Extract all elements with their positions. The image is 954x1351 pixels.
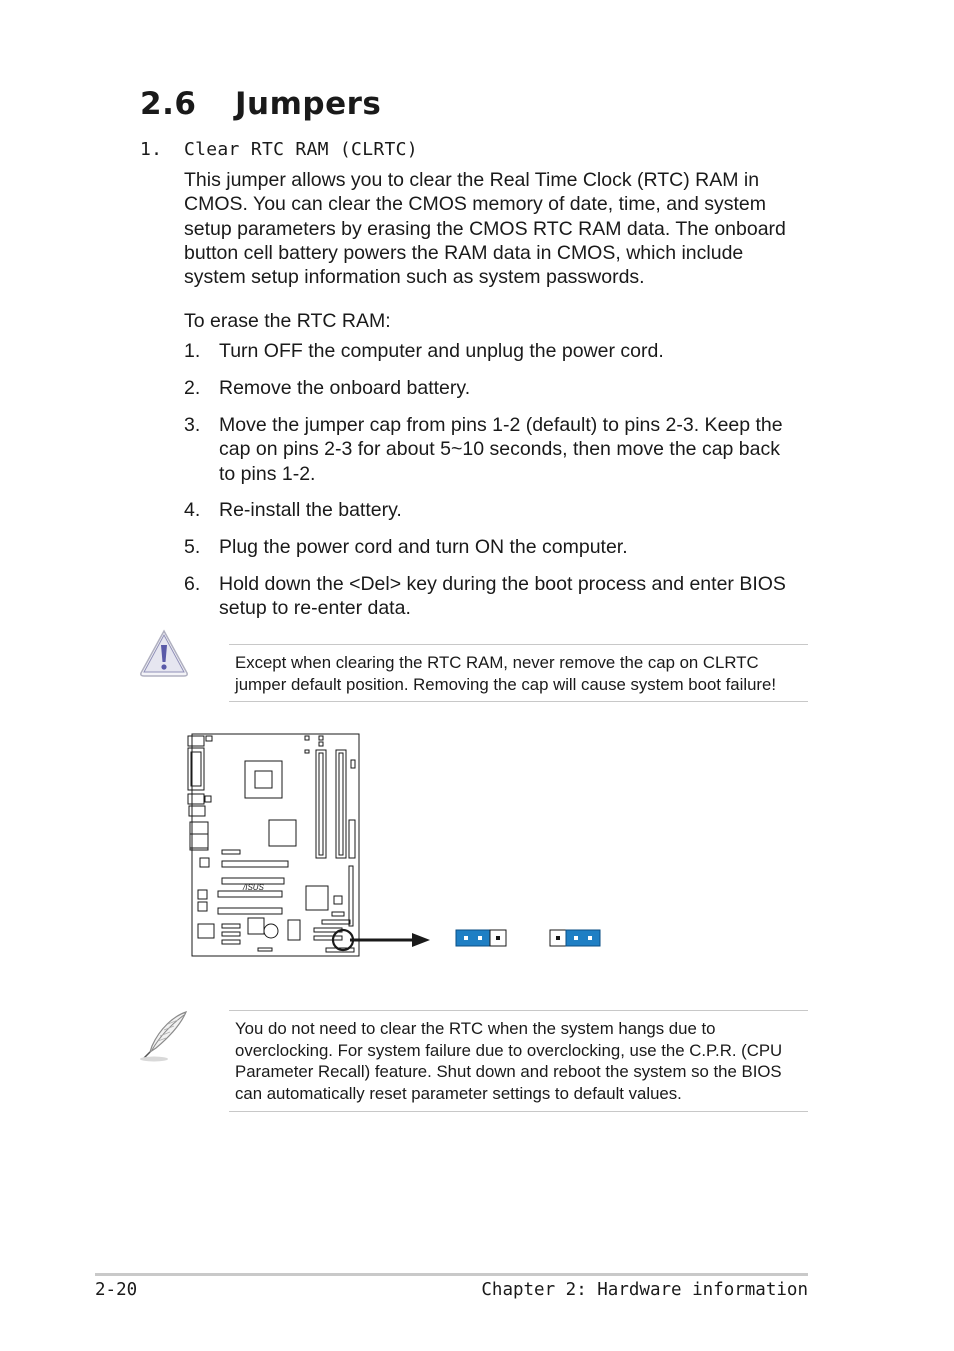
note-line: can automatically reset parameter settings to default values. <box>235 1083 682 1103</box>
section-title <box>140 86 381 122</box>
subsection-title-text: Clear RTC RAM (CLRTC) <box>184 139 418 160</box>
footer-divider <box>95 1273 808 1276</box>
step-text: Hold down the <Del> key during the boot process and enter BIOS <box>219 573 786 595</box>
step-text: Move the jumper cap from pins 1-2 (default) to pins 2-3. Keep the <box>219 414 783 436</box>
intro-line: button cell battery powers the RAM data in CMOS, which include <box>184 241 744 264</box>
motherboard-layout-diagram <box>186 728 366 960</box>
step-text: cap on pins 2-3 for about 5~10 seconds, then move the cap back <box>219 438 780 461</box>
step-1 <box>184 339 814 363</box>
note-line: You do not need to clear the RTC when the system hangs due to <box>235 1019 716 1038</box>
feather-pen-icon <box>138 1008 194 1064</box>
step-number: 1. <box>184 340 201 362</box>
step-text: setup to re-enter data. <box>219 597 411 620</box>
jumper-cap-pins-1-2 <box>455 929 507 948</box>
step-number: 4. <box>184 499 201 521</box>
intro-line: system setup information such as system passwords. <box>184 266 645 289</box>
step-text: Re-install the battery. <box>219 499 402 521</box>
jumper-cap-pins-2-3 <box>549 929 601 948</box>
step-number: 6. <box>184 573 201 595</box>
caution-box <box>229 644 808 702</box>
intro-line: setup parameters by erasing the CMOS RTC RAM data. The onboard <box>184 217 786 240</box>
intro-line: This jumper allows you to clear the Real Time Clock (RTC) RAM in <box>184 169 760 191</box>
step-4 <box>184 498 814 522</box>
pointer-arrow-icon <box>350 930 432 950</box>
note-box <box>229 1010 808 1112</box>
caution-line: jumper default position. Removing the cap will cause system boot failure! <box>235 674 776 694</box>
section-title-text: Jumpers <box>235 86 382 122</box>
step-number: 2. <box>184 377 201 399</box>
step-3 <box>184 413 814 486</box>
step-text: Turn OFF the computer and unplug the power cord. <box>219 340 664 362</box>
step-5 <box>184 535 814 559</box>
step-number: 3. <box>184 414 201 436</box>
board-logo: /ISUS <box>243 883 264 892</box>
chapter-title: Chapter 2: Hardware information <box>481 1280 808 1300</box>
section-number: 2.6 <box>140 86 197 122</box>
subsection-title <box>140 139 418 160</box>
step-text: to pins 1-2. <box>219 462 316 485</box>
step-text: Plug the power cord and turn ON the computer. <box>219 536 628 558</box>
step-number: 5. <box>184 536 201 558</box>
erase-heading: To erase the RTC RAM: <box>184 310 391 332</box>
step-2 <box>184 376 814 400</box>
caution-line: Except when clearing the RTC RAM, never remove the cap on CLRTC <box>235 653 759 672</box>
note-line: overclocking. For system failure due to overclocking, use the C.P.R. (CPU <box>235 1040 783 1060</box>
note-line: Parameter Recall) feature. Shut down and reboot the system so the BIOS <box>235 1062 782 1082</box>
subsection-number: 1. <box>140 139 163 160</box>
step-text: Remove the onboard battery. <box>219 377 471 399</box>
page-number: 2-20 <box>95 1280 138 1300</box>
intro-paragraph <box>184 168 794 289</box>
step-6 <box>184 572 814 621</box>
intro-line: CMOS. You can clear the CMOS memory of date, time, and system <box>184 193 766 216</box>
warning-icon <box>138 628 190 678</box>
